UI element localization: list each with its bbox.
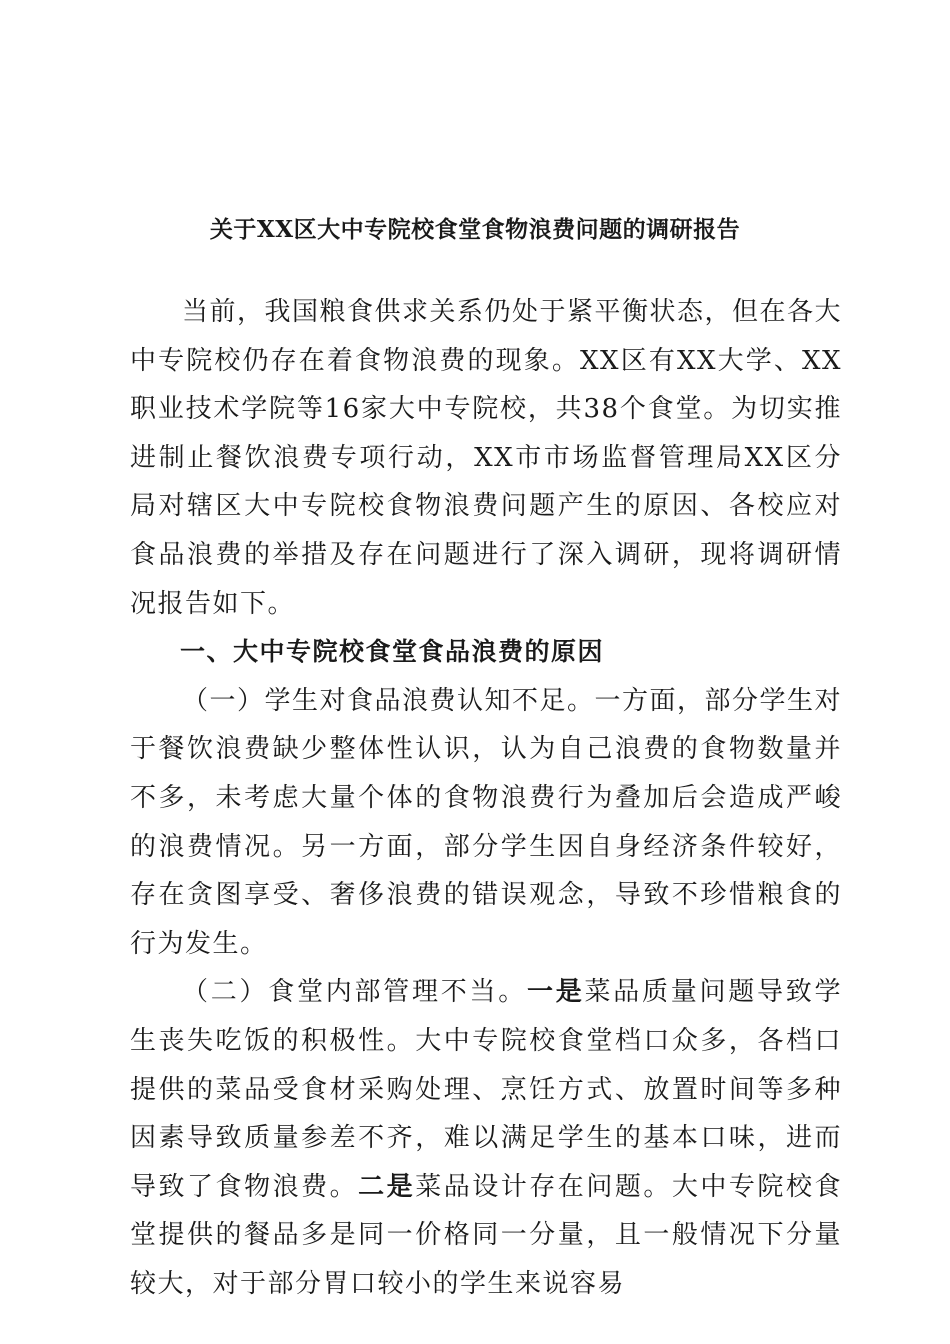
first-point-text: 菜品质量问题导致学生丧失吃饭的积极性。大中专院校食堂档口众多，各档口提供的菜品受食材采购处理、烹饪方式、放置时间等多种因素导致质量参差不齐，难以满足学生的基本口味，进而导致了食物浪费。 <box>130 977 842 1202</box>
subsection-1-paragraph: （一）学生对食品浪费认知不足。一方面，部分学生对于餐饮浪费缺少整体性认识，认为自己浪费的食物数量并不多，未考虑大量个体的食物浪费行为叠加后会造成严峻的浪费情况。另一方面，部分学生因自身经济条件较好，存在贪图享受、奢侈浪费的错误观念，导致不珍惜粮食的行为发生。 <box>130 685 843 959</box>
subsection-2-paragraph <box>130 968 842 1308</box>
section-heading-1: 一、大中专院校食堂食品浪费的原因 <box>180 637 605 667</box>
subsection-2-lead: （二）食堂内部管理不当。 <box>182 977 527 1008</box>
second-point-text: 菜品设计存在问题。大中专院校食堂提供的餐品多是同一价格同一分量，且一般情况下分量较大，对于部分胃口较小的学生来说容易 <box>130 1171 842 1299</box>
document-title: 关于XX区大中专院校食堂食物浪费问题的调研报告 <box>209 216 741 243</box>
document-body <box>130 288 842 1308</box>
first-point-marker: 一是 <box>526 977 585 1008</box>
second-point-marker: 二是 <box>358 1171 416 1202</box>
intro-paragraph: 当前，我国粮食供求关系仍处于紧平衡状态，但在各大中专院校仍存在着食物浪费的现象。XX区有XX大学、XX职业技术学院等16家大中专院校，共38个食堂。为切实推进制止餐饮浪费专项行动，XX市市场监督管理局XX区分局对辖区大中专院校食物浪费问题产生的原因、各校应对食品浪费的举措及存在问题进行了深入调研，现将调研情况报告如下。 <box>130 297 843 619</box>
